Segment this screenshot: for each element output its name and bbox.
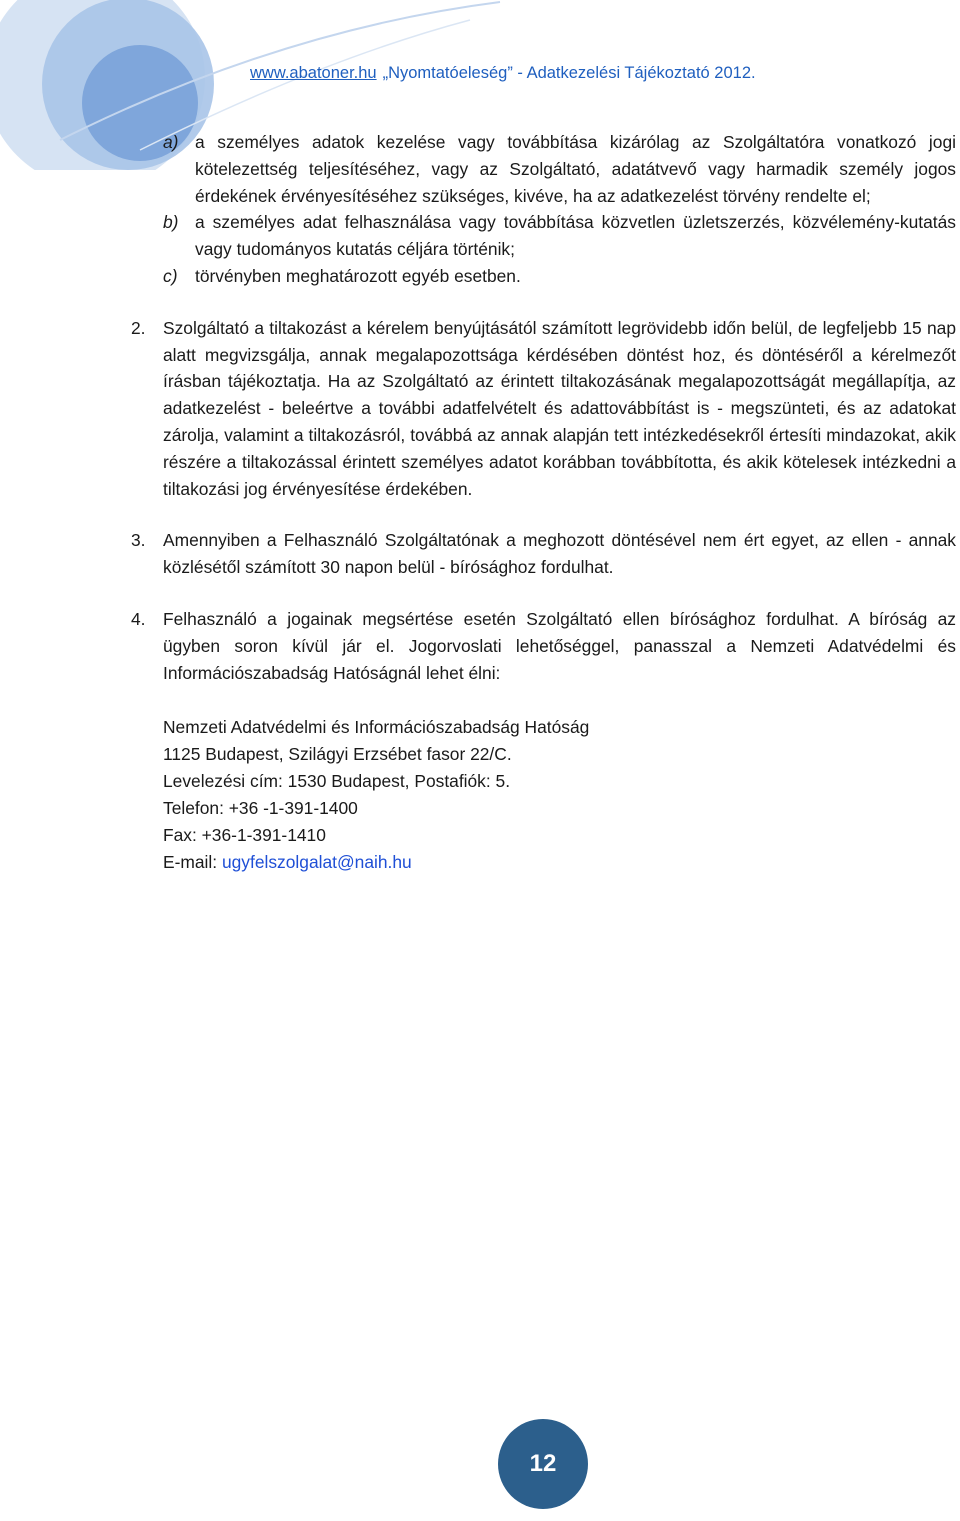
list-item [0,263,960,290]
email-label: E-mail: [163,852,218,873]
page-number: 12 [529,1450,557,1477]
document-body [0,129,960,876]
authority-phone: Telefon: +36 -1-391-1400 [163,798,358,819]
paragraph-number: 3. [131,530,146,551]
numbered-paragraph [0,315,960,503]
paragraph-text: Amennyiben a Felhasználó Szolgáltatónak a meghozott döntésével nem ért egyet, az ellen - annak közlésétől számított 30 napon belül - bírósághoz fordulhat. [163,530,956,578]
list-item-text: a személyes adat felhasználása vagy továbbítása közvetlen üzletszerzés, közvélemény-kutatás vagy tudományos kutatás céljára történik; [195,212,956,260]
email-link[interactable]: ugyfelszolgalat@naih.hu [221,852,412,873]
list-item-text: a személyes adatok kezelése vagy továbbítása kizárólag az Szolgáltatóra vonatkozó jogi kötelezettség teljesítéséhez, vagy az Szolgáltató, adatátvevő vagy harmadik személy jogos érdekének érvényesítéséhez szükséges, kivéve, ha az adatkezelést törvény rendelte el; [195,132,956,206]
list-marker: b) [163,212,179,233]
list-item-text: törvényben meghatározott egyéb esetben. [195,265,521,286]
authority-fax: Fax: +36-1-391-1410 [163,825,326,846]
paragraph-text: Szolgáltató a tiltakozást a kérelem benyújtásától számított legrövidebb időn belül, de legfeljebb 15 nap alatt megvizsgálja, annak megalapozottsága kérdésében döntést hoz, és döntéséről a kérelmezőt írásban tájékoztatja. Ha az Szolgáltató az érintett tiltakozásának megalapozottságát megállapítja, az adatkezelést - beleértve a további adatfelvételt és adattovábbítást is - megszünteti, és az adatokat zárolja, valamint a tiltakozásról, továbbá az annak alapján tett intézkedésekről értesíti mindazokat, akik részére a tiltakozással érintett személyes adatot korábban továbbította, és akik kötelesek intézkedni a tiltakozási jog érvényesítése érdekében. [163,317,956,499]
paragraph-number: 2. [131,317,146,338]
authority-street: 1125 Budapest, Szilágyi Erzsébet fasor 22/C. [163,744,512,765]
numbered-paragraph [0,606,960,686]
paragraph-text: Felhasználó a jogainak megsértése esetén Szolgáltató ellen bírósághoz fordulhat. A bíróság az ügyben soron kívül jár el. Jogorvoslati lehetőséggel, panasszal a Nemzeti Adatvédelmi és Információszabadság Hatóságnál lehet élni: [163,608,956,683]
authority-email [163,849,960,876]
list-item [0,129,960,209]
list-marker: c) [163,265,178,286]
paragraph-number: 4. [131,608,146,629]
authority-name: Nemzeti Adatvédelmi és Információszabadság Hatóság [163,717,590,738]
authority-address [0,714,960,876]
page-number-badge [498,1419,588,1509]
page-header [250,64,850,83]
authority-postal: Levelezési cím: 1530 Budapest, Postafiók: 5. [163,771,511,792]
header-title: „Nyomtatóeleség” - Adatkezelési Tájékoztató 2012. [382,64,756,82]
list-item [0,209,960,263]
site-link[interactable]: www.abatoner.hu [250,64,377,82]
list-marker: a) [163,132,179,152]
numbered-paragraph [0,527,960,581]
